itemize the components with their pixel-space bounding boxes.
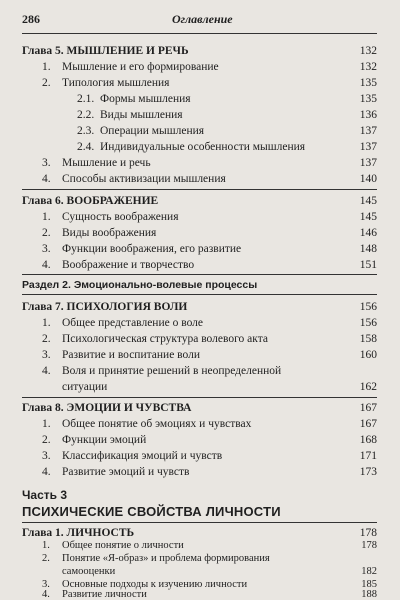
toc-entry: 2.2. Виды мышления 136 [77,109,377,121]
toc-entry: 3. Развитие и воспитание воли 160 [42,349,377,361]
toc-entry: 4. Развитие эмоций и чувств 173 [42,466,377,478]
page-header [22,12,377,32]
toc-entry: 1. Общее понятие о личности 178 [42,540,377,551]
toc-entry: 2. Виды воображения 146 [42,227,377,239]
toc-entry: 2. Психологическая структура волевого акта 158 [42,333,377,345]
toc-entry: 4. Развитие личности 188 [42,589,377,600]
toc-entry: 1. Общее понятие об эмоциях и чувствах 167 [42,418,377,430]
toc-entry: 4. Воля и принятие решений в неопределенной [42,365,282,377]
chapter-heading: Глава 8. ЭМОЦИИ И ЧУВСТВА 167 [22,402,377,414]
header-rule [22,33,377,34]
toc-entry: 2. Типология мышления 135 [42,77,377,89]
section-rule [22,294,377,295]
toc-entry: 4. Способы активизации мышления 140 [42,173,377,185]
part-label: Часть 3 [22,488,68,502]
toc-entry: 3. Основные подходы к изучению личности 185 [42,579,377,590]
section-rule [22,522,377,523]
section-rule [22,274,377,275]
section-rule [22,189,377,190]
toc-entry: 2. Функции эмоций 168 [42,434,377,446]
toc-entry-continued: самооценки 182 [62,566,377,577]
toc-entry: 1. Общее представление о воле 156 [42,317,377,329]
toc-entry: 2. Понятие «Я-образ» и проблема формирования [42,553,270,564]
running-title: Оглавление [172,12,233,26]
toc-entry: 1. Сущность воображения 145 [42,211,377,223]
division-heading: Раздел 2. Эмоционально-волевые процессы [22,279,258,291]
toc-entry-continued: ситуации 162 [62,381,377,393]
chapter-heading: Глава 5. МЫШЛЕНИЕ И РЕЧЬ 132 [22,45,377,57]
section-rule [22,397,377,398]
part-title: ПСИХИЧЕСКИЕ СВОЙСТВА ЛИЧНОСТИ [22,504,281,519]
toc-entry: 3. Классификация эмоций и чувств 171 [42,450,377,462]
toc-entry: 2.1. Формы мышления 135 [77,93,377,105]
toc-entry: 2.3. Операции мышления 137 [77,125,377,137]
toc-entry: 1. Мышление и его формирование 132 [42,61,377,73]
toc-entry: 3. Функции воображения, его развитие 148 [42,243,377,255]
toc-entry: 3. Мышление и речь 137 [42,157,377,169]
chapter-heading: Глава 6. ВООБРАЖЕНИЕ 145 [22,195,377,207]
chapter-heading: Глава 1. ЛИЧНОСТЬ 178 [22,527,377,539]
page-number: 286 [22,12,40,26]
toc-entry: 4. Воображение и творчество 151 [42,259,377,271]
toc-entry: 2.4. Индивидуальные особенности мышления 137 [77,141,377,153]
chapter-heading: Глава 7. ПСИХОЛОГИЯ ВОЛИ 156 [22,301,377,313]
